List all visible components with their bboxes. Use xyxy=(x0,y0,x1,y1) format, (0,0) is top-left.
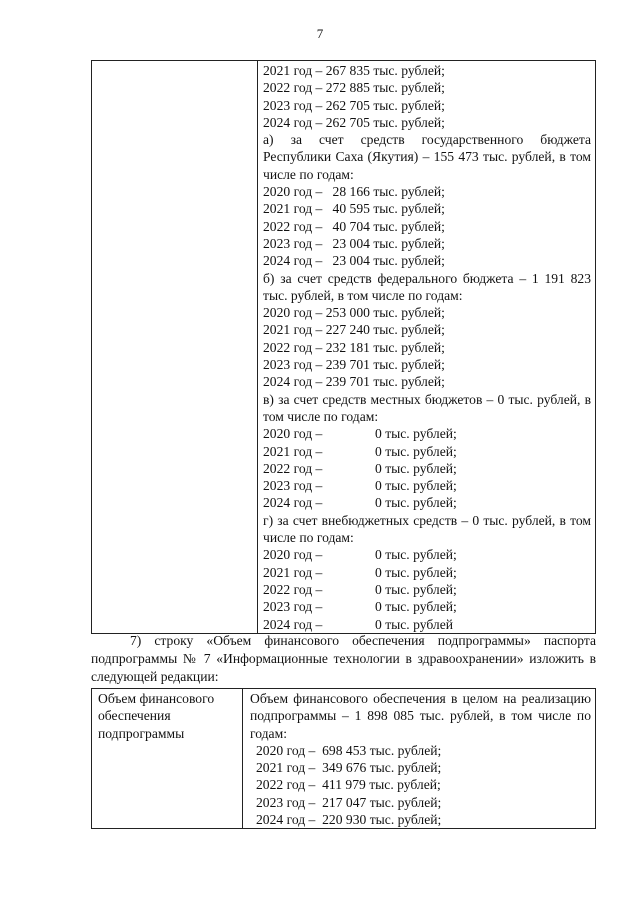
section-g-year-line xyxy=(263,598,591,615)
section-v-year-line xyxy=(263,494,591,511)
year-label: 2024 год – xyxy=(263,616,323,632)
paragraph-rest: подпрограммы № 7 «Информационные технологии в здравоохранении» изложить в следующей редакции: xyxy=(91,651,596,684)
year-value: 0 тыс. рублей; xyxy=(375,599,457,615)
section-b-year-line: 2023 год – 239 701 тыс. рублей; xyxy=(263,357,445,373)
section-b-year-line: 2022 год – 232 181 тыс. рублей; xyxy=(263,339,445,355)
section-a-year-line: 2023 год – 23 004 тыс. рублей; xyxy=(263,235,445,251)
table2-year-line: 2024 год – 220 930 тыс. рублей; xyxy=(256,812,442,828)
section-g-year-line xyxy=(263,564,591,581)
year-label: 2020 год – xyxy=(263,547,323,563)
year-value: 0 тыс. рублей; xyxy=(375,581,457,597)
section-g-year-line xyxy=(263,616,591,633)
year-label: 2021 год – xyxy=(263,564,323,580)
funding-details-cell xyxy=(258,61,596,634)
section-v-year-line xyxy=(263,460,591,477)
year-value: 0 тыс. рублей; xyxy=(375,564,457,580)
year-label: 2024 год – xyxy=(263,495,323,511)
section-g-heading: г) за счет внебюджетных средств – 0 тыс. рублей, в том числе по годам: xyxy=(263,512,591,546)
section-v-year-line xyxy=(263,477,591,494)
table2-details-cell xyxy=(243,689,596,829)
total-year-line: 2021 год – 267 835 тыс. рублей; xyxy=(263,63,445,78)
empty-label-cell xyxy=(92,61,258,634)
section-a-heading: а) за счет средств государственного бюджета Республики Саха (Якутия) – 155 473 тыс. рублей, в том числе по годам: xyxy=(263,132,591,182)
year-value: 0 тыс. рублей; xyxy=(375,426,457,442)
table2-label: Объем финансового обеспечения подпрограммы xyxy=(98,691,215,741)
total-year-line: 2024 год – 262 705 тыс. рублей; xyxy=(263,114,445,130)
year-label: 2021 год – xyxy=(263,443,323,459)
year-value: 0 тыс. рублей xyxy=(375,616,454,632)
page-number: 7 xyxy=(316,26,324,41)
section-a-year-line: 2020 год – 28 166 тыс. рублей; xyxy=(263,184,445,200)
section-b-year-line: 2020 год – 253 000 тыс. рублей; xyxy=(263,305,445,321)
section-g-year-line xyxy=(263,546,591,563)
table2-label-cell xyxy=(92,689,243,829)
year-value: 0 тыс. рублей; xyxy=(375,547,457,563)
year-value: 0 тыс. рублей; xyxy=(375,495,457,511)
year-label: 2020 год – xyxy=(263,426,323,442)
section-v-year-line xyxy=(263,425,591,442)
table2-year-line: 2020 год – 698 453 тыс. рублей; xyxy=(256,742,442,758)
year-label: 2023 год – xyxy=(263,478,323,494)
section-a-year-line: 2024 год – 23 004 тыс. рублей; xyxy=(263,253,445,269)
table2-year-line: 2023 год – 217 047 тыс. рублей; xyxy=(256,794,442,810)
total-year-line: 2022 год – 272 885 тыс. рублей; xyxy=(263,80,445,96)
year-value: 0 тыс. рублей; xyxy=(375,443,457,459)
funding-table-continued xyxy=(91,60,596,634)
amendment-paragraph xyxy=(91,632,596,686)
section-b-year-line: 2024 год – 239 701 тыс. рублей; xyxy=(263,374,445,390)
table2-year-line: 2022 год – 411 979 тыс. рублей; xyxy=(256,777,441,793)
total-year-line: 2023 год – 262 705 тыс. рублей; xyxy=(263,97,445,113)
section-a-year-line: 2022 год – 40 704 тыс. рублей; xyxy=(263,218,445,234)
year-value: 0 тыс. рублей; xyxy=(375,478,457,494)
funding-table-new xyxy=(91,688,596,829)
table2-intro: Объем финансового обеспечения в целом на реализацию подпрограммы – 1 898 085 тыс. рублей, в том числе по годам: xyxy=(250,691,591,741)
section-a-year-line: 2021 год – 40 595 тыс. рублей; xyxy=(263,201,445,217)
paragraph-first-line: 7) строку «Объем финансового обеспечения подпрограммы» паспорта xyxy=(130,633,596,648)
section-b-heading: б) за счет средств федерального бюджета – 1 191 823 тыс. рублей, в том числе по годам: xyxy=(263,270,591,303)
year-label: 2022 год – xyxy=(263,460,323,476)
section-v-year-line xyxy=(263,443,591,460)
table2-year-line: 2021 год – 349 676 тыс. рублей; xyxy=(256,760,442,776)
section-b-year-line: 2021 год – 227 240 тыс. рублей; xyxy=(263,322,445,338)
year-value: 0 тыс. рублей; xyxy=(375,460,457,476)
year-label: 2022 год – xyxy=(263,581,323,597)
section-v-heading: в) за счет средств местных бюджетов – 0 тыс. рублей, в том числе по годам: xyxy=(263,391,591,424)
section-g-year-line xyxy=(263,581,591,598)
year-label: 2023 год – xyxy=(263,599,323,615)
